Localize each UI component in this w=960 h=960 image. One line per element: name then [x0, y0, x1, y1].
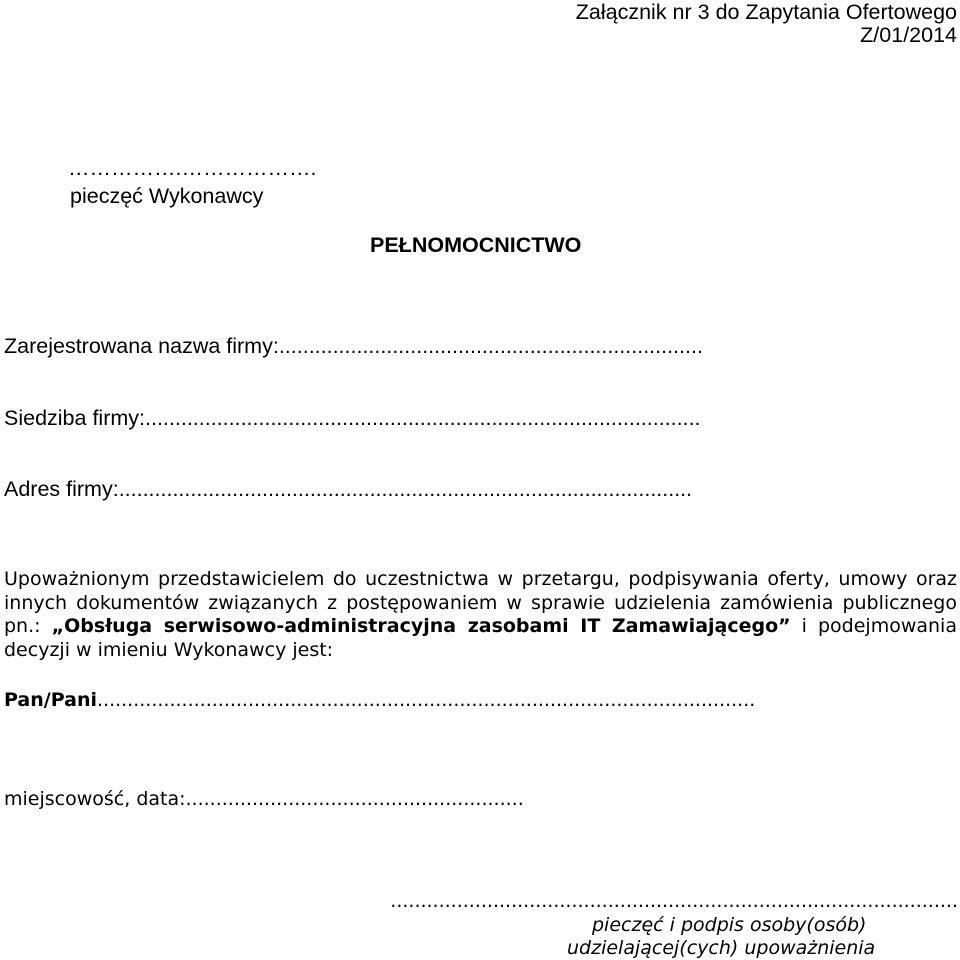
company-name-blank: ....................................................................... — [278, 334, 703, 358]
paragraph-intro: Upoważnionym przedstawicielem do uczestnictwa w przetargu, podpisywania oferty, umowy oraz innych dokumentów związanych z postępowaniem w sprawie udzielenia zamówienia publicznego pn.: — [4, 568, 957, 638]
place-date-blank: ........................................................ — [185, 788, 524, 810]
signature-caption-line2: udzielającej(cych) upoważnienia — [567, 937, 876, 959]
representative-field — [4, 689, 755, 712]
contractor-stamp-label: pieczęć Wykonawcy — [70, 184, 264, 208]
paragraph-outro: i podejmowania decyzji w imieniu Wykonawcy jest: — [4, 615, 957, 662]
company-name-field — [4, 335, 703, 358]
address-field — [4, 478, 692, 501]
seat-label: Siedziba firmy: — [4, 406, 145, 430]
address-label: Adres firmy: — [4, 477, 119, 501]
attachment-heading: Załącznik nr 3 do Zapytania Ofertowego — [575, 0, 957, 24]
authorization-paragraph — [4, 568, 957, 663]
document-title: PEŁNOMOCNICTWO — [370, 233, 582, 257]
company-name-label: Zarejestrowana nazwa firmy: — [4, 334, 279, 358]
seat-field — [4, 407, 701, 430]
representative-blank: ............................................................................................................. — [96, 689, 756, 711]
contractor-stamp-placeholder: …………….………………. — [68, 156, 317, 180]
signature-blank: .............................................................................................. — [390, 890, 958, 912]
signature-caption-line1: pieczęć i podpis osoby(osób) — [592, 914, 867, 936]
address-blank: ................................................................................................ — [118, 477, 693, 501]
place-date-label: miejscowość, data: — [4, 788, 186, 810]
reference-number: Z/01/2014 — [860, 23, 957, 47]
representative-label: Pan/Pani — [4, 689, 97, 711]
seat-blank: ............................................................................................. — [145, 406, 701, 430]
project-name: „Obsługa serwisowo-administracyjna zasobami IT Zamawiającego” — [51, 615, 791, 638]
place-date-field — [4, 788, 524, 811]
